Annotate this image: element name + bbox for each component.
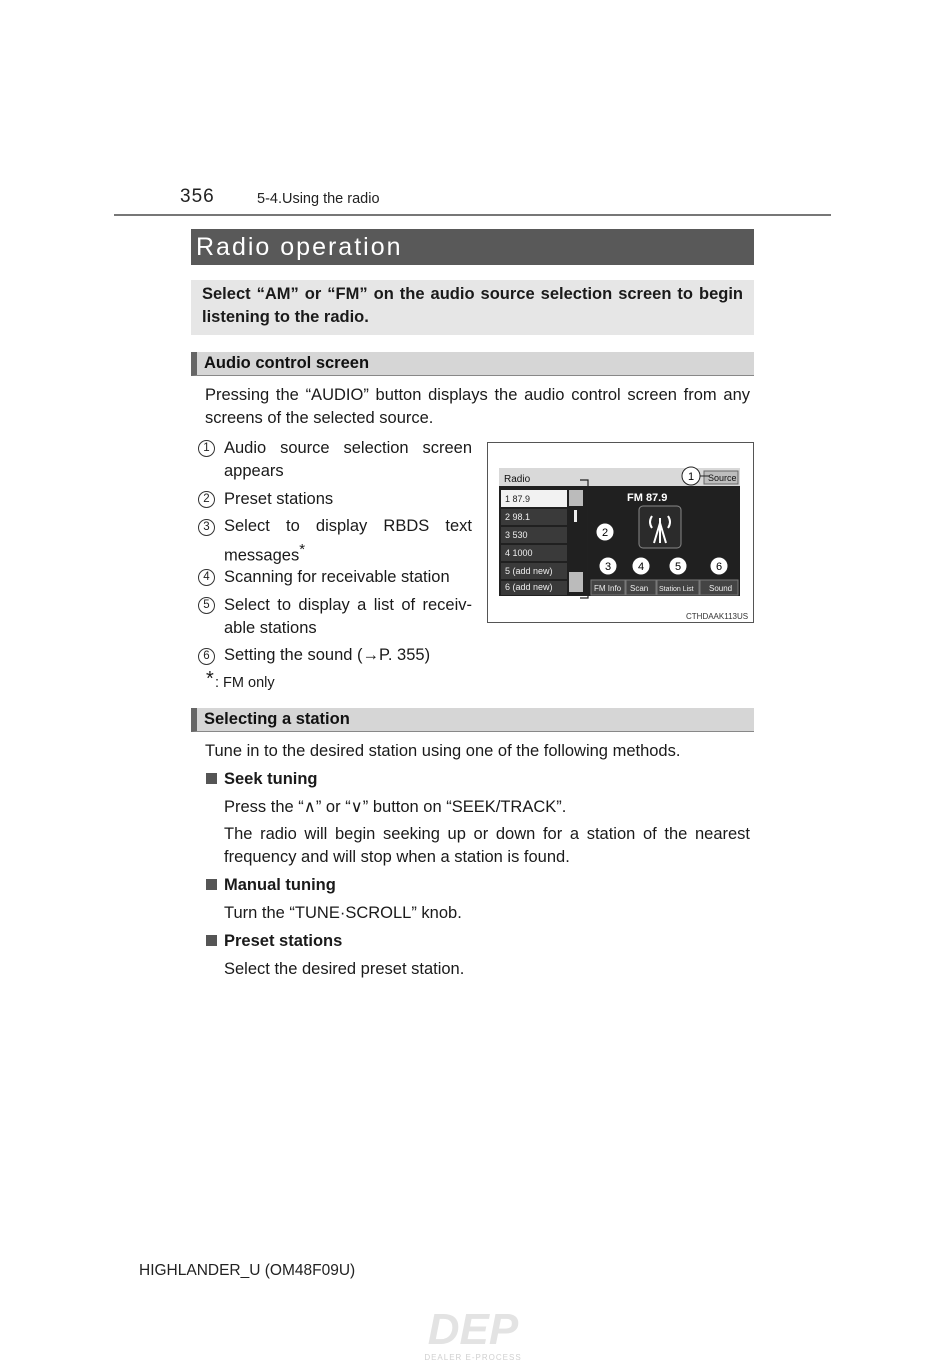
station-list-button: Station List xyxy=(659,586,694,593)
item-text-3-label: Select to display RBDS text messages xyxy=(224,517,472,565)
item-text-3-asterisk: * xyxy=(299,541,306,558)
selecting-body: Tune in to the desired station using one of the following methods. xyxy=(205,742,681,760)
callout-4: 4 xyxy=(637,561,645,573)
audio-control-body: Pressing the “AUDIO” button displays the audio control screen from any screens of the selected source. xyxy=(205,386,750,427)
title-bar xyxy=(191,229,754,265)
preset-1: 1 87.9 xyxy=(505,494,531,504)
section-reference: 5-4.Using the radio xyxy=(257,191,380,207)
bullet-preset xyxy=(206,935,217,946)
item-number-4: 4 xyxy=(198,569,215,586)
preset-line-1: Select the desired preset station. xyxy=(224,960,465,978)
figure-callouts xyxy=(487,442,754,623)
watermark-text: DEP xyxy=(427,1306,519,1354)
fm-info-button: FM Info xyxy=(594,584,622,593)
item-text-1: Audio source selection screen appears xyxy=(224,439,472,480)
item-number-3: 3 xyxy=(198,519,215,536)
bullet-seek xyxy=(206,773,217,784)
selecting-heading-bar xyxy=(191,708,754,732)
audio-control-heading: Audio control screen xyxy=(204,354,370,372)
page-number: 356 xyxy=(180,186,215,207)
preset-5: 5 (add new) xyxy=(505,566,553,576)
manual-line-1: Turn the “TUNE·SCROLL” knob. xyxy=(224,904,462,922)
item-number-6: 6 xyxy=(198,648,215,665)
item-text-5: Select to display a list of receiv-able stations xyxy=(224,596,472,637)
item-text-3 xyxy=(224,515,472,568)
preset-4: 4 1000 xyxy=(505,548,533,558)
header-rule xyxy=(114,214,831,216)
item-text-2: Preset stations xyxy=(224,490,334,508)
callout-1: 1 xyxy=(687,471,695,483)
seek-line-2: The radio will begin seeking up or down for a station of the nearest frequency and will stop when a station is found. xyxy=(224,825,750,866)
seek-title: Seek tuning xyxy=(224,770,318,788)
item-number-1: 1 xyxy=(198,440,215,457)
callout-5: 5 xyxy=(674,561,682,573)
frequency-readout: FM 87.9 xyxy=(627,492,668,504)
figure-code: CTHDAAK113US xyxy=(686,612,749,621)
scan-button: Scan xyxy=(630,584,649,593)
footnote-mark: * xyxy=(206,668,214,690)
bullet-manual xyxy=(206,879,217,890)
seek-line-1: Press the “∧” or “∨” button on “SEEK/TRACK”. xyxy=(224,798,567,816)
preset-6: 6 (add new) xyxy=(505,582,553,592)
preset-title: Preset stations xyxy=(224,932,343,950)
footer-model: HIGHLANDER_U (OM48F09U) xyxy=(139,1262,356,1279)
preset-3: 3 530 xyxy=(505,530,528,540)
watermark-logo xyxy=(408,1306,538,1366)
item-number-2: 2 xyxy=(198,491,215,508)
intro-box xyxy=(191,280,754,335)
item-number-5: 5 xyxy=(198,597,215,614)
screen-title: Radio xyxy=(504,474,531,485)
manual-title: Manual tuning xyxy=(224,876,336,894)
footnote-text: : FM only xyxy=(215,675,275,691)
intro-text: Select “AM” or “FM” on the audio source selection screen to begin listening to the radio. xyxy=(202,285,743,326)
watermark-subtext: DEALER E-PROCESS xyxy=(424,1353,522,1362)
item-text-4: Scanning for receivable station xyxy=(224,568,450,586)
watermark-logo-art xyxy=(408,1306,538,1366)
callout-3: 3 xyxy=(604,561,612,573)
callout-2: 2 xyxy=(601,527,609,539)
page-title: Radio operation xyxy=(196,233,403,261)
audio-control-heading-bar xyxy=(191,352,754,376)
callout-6: 6 xyxy=(715,561,723,573)
item-text-6: Setting the sound (→P. 355) xyxy=(224,646,431,664)
source-button: Source xyxy=(708,473,737,483)
preset-2: 2 98.1 xyxy=(505,512,531,522)
sound-button: Sound xyxy=(709,584,733,593)
selecting-heading: Selecting a station xyxy=(204,710,350,728)
